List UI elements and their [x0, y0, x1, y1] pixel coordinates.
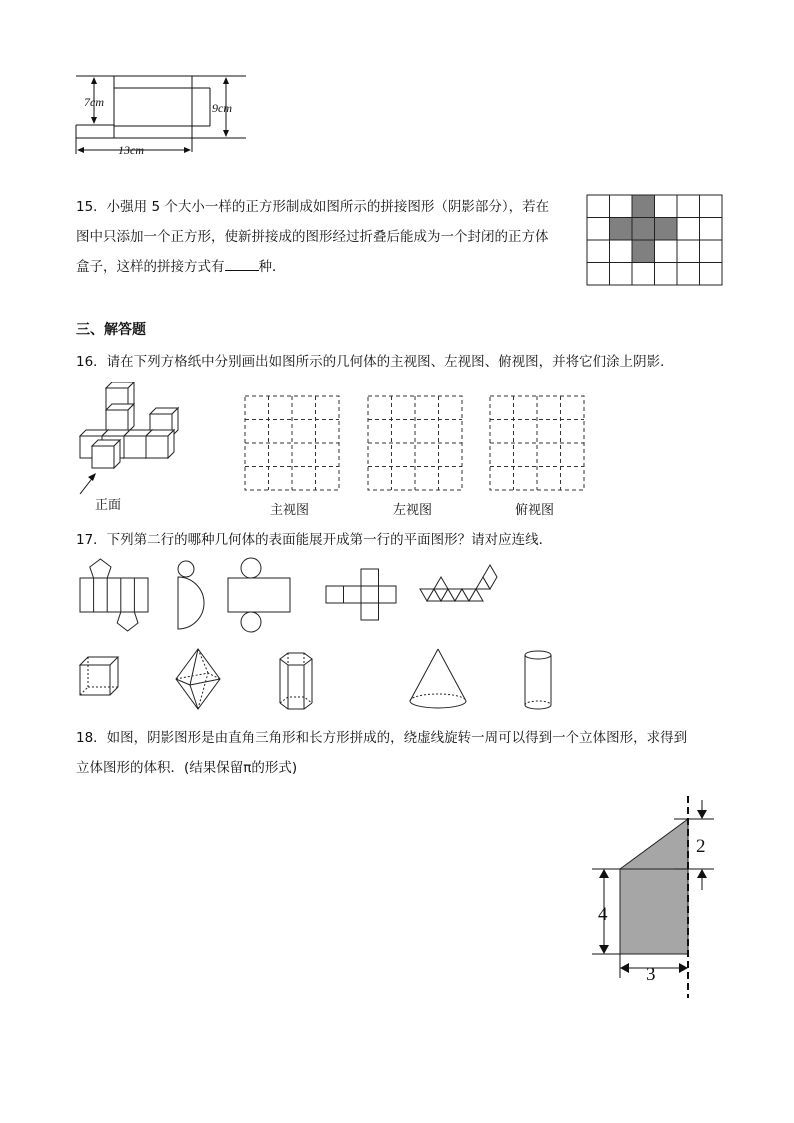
q15-line2: 图中只添加一个正方形，使新拼接成的图形经过折叠后能成为一个封闭的正方体: [76, 229, 549, 245]
grid-cell: [700, 240, 723, 263]
net-grid-figure: [586, 194, 726, 289]
answer-blank[interactable]: [225, 256, 259, 271]
grid-cell: [655, 195, 678, 218]
rectangle-dimension-figure: [70, 70, 250, 160]
label-9cm: 9cm: [212, 101, 232, 115]
grid-top-view: [489, 395, 587, 493]
grid-front-view: [244, 395, 342, 493]
front-label: 正面: [95, 498, 122, 513]
grid-cell: [587, 195, 610, 218]
shaded-rectangle: [620, 869, 688, 954]
label-top-view: 俯视图: [515, 503, 555, 518]
grid-cell: [632, 263, 655, 286]
rotation-figure: [588, 792, 720, 1002]
q15-line3: [76, 256, 286, 278]
q15-line3-text: 盒子，这样的拼接方式有: [76, 259, 225, 275]
q18-line1: 18．如图，阴影图形是由直角三角形和长方形拼成的，绕虚线旋转一周可以得到一个立体图形，求得到: [76, 730, 688, 746]
grid-cell: [700, 218, 723, 241]
dim-3: 3: [646, 964, 656, 985]
label-13cm: 13cm: [118, 143, 144, 157]
solids-row: [70, 645, 570, 715]
grid-cell: [677, 195, 700, 218]
grid-cell: [655, 263, 678, 286]
grid-cell: [610, 240, 633, 263]
q18-line2: 立体图形的体积．(结果保留π的形式): [76, 760, 298, 776]
grid-cell-shaded: [655, 218, 678, 241]
nets-row: [70, 556, 510, 636]
section-title: 三、解答题: [76, 322, 146, 338]
shaded-triangle: [620, 819, 688, 869]
grid-cell-shaded: [610, 218, 633, 241]
grid-cell: [700, 195, 723, 218]
grid-cell: [587, 240, 610, 263]
grid-cell: [677, 218, 700, 241]
q15-line3-suffix: 种．: [258, 259, 286, 275]
grid-cell-shaded: [632, 195, 655, 218]
label-front-view: 主视图: [270, 503, 310, 518]
grid-cell-shaded: [632, 218, 655, 241]
q17-text: 17．下列第二行的哪种几何体的表面能展开成第一行的平面图形？请对应连线．: [76, 532, 553, 548]
grid-cell: [677, 263, 700, 286]
grid-cell: [587, 263, 610, 286]
grid-cell: [655, 240, 678, 263]
grid-cell: [587, 218, 610, 241]
grid-cell: [677, 240, 700, 263]
cube-stack-figure: [72, 382, 192, 502]
q15-line1: 15．小强用 5 个大小一样的正方形制成如图所示的拼接图形（阴影部分），若在: [76, 199, 550, 215]
dim-2: 2: [696, 836, 706, 857]
grid-cell: [700, 263, 723, 286]
label-left-view: 左视图: [393, 503, 433, 518]
grid-cell-shaded: [632, 240, 655, 263]
q16-text: 16．请在下列方格纸中分别画出如图所示的几何体的主视图、左视图、俯视图，并将它们涂上阴影．: [76, 354, 674, 370]
label-7cm: 7cm: [84, 95, 104, 109]
grid-left-view: [367, 395, 465, 493]
dim-4: 4: [598, 904, 608, 925]
grid-cell: [610, 263, 633, 286]
grid-cell: [610, 195, 633, 218]
